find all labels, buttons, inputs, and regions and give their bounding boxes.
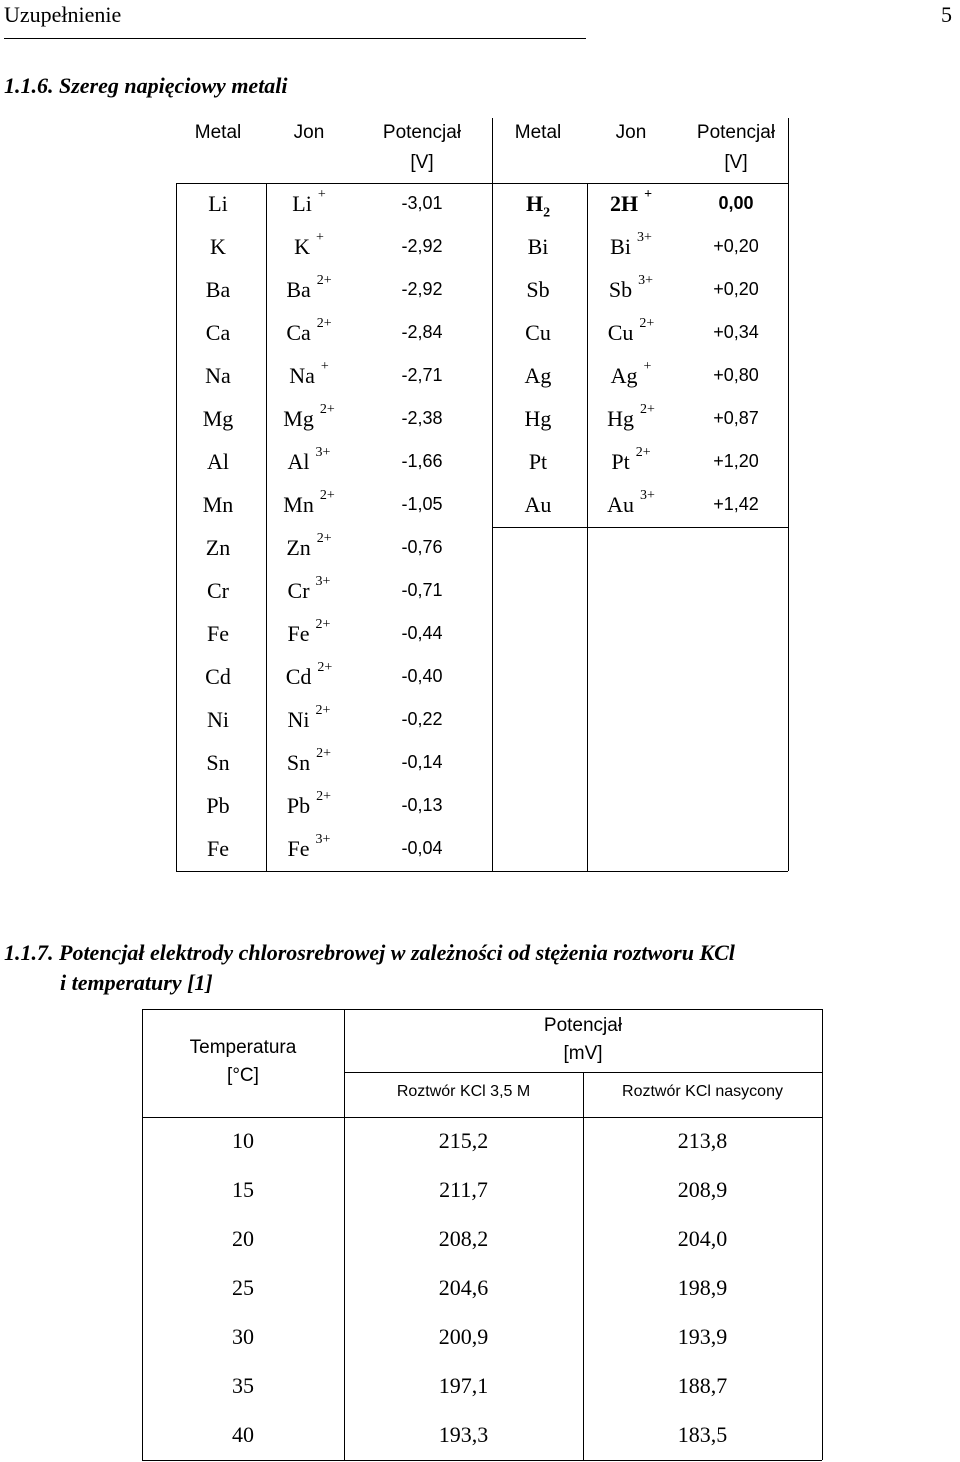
ion-cell: Mn $^{2+}$ [283,488,335,517]
metal-cell: Li [208,191,228,216]
potential-kcl-3-5m-cell: 193,3 [438,1422,489,1447]
temperature-cell: 25 [232,1275,254,1300]
running-header-title: Uzupełnienie [4,2,122,27]
potential-cell: +1,42 [713,494,759,514]
potential-cell: -2,92 [401,279,443,299]
potential-cell: +1,20 [713,451,759,471]
section-title-voltage-series: 1.1.6. Szereg napięciowy metali [4,73,288,98]
potential-kcl-3-5m-cell: 215,2 [438,1128,489,1153]
potential-cell: -3,01 [401,193,443,213]
potential-cell: -0,40 [401,666,443,686]
temperature-cell: 30 [232,1324,254,1349]
column-header: Potencjał [V] [696,122,776,173]
potential-kcl-3-5m-cell: 211,7 [439,1177,488,1202]
metal-cell: K [210,234,226,259]
potential-kcl-3-5m-cell: 208,2 [438,1226,489,1251]
column-header: Metal [194,122,242,143]
metal-cell: Pt [528,449,548,474]
ion-cell: Cd $^{2+}$ [285,660,333,689]
ion-cell: Cu $^{2+}$ [607,316,655,345]
potential-cell: -2,71 [401,365,443,385]
ion-cell: Ag + [610,359,652,388]
potential-kcl-saturated-cell: 183,5 [677,1422,728,1447]
table-header-rule [176,183,788,184]
metal-cell: Ca [205,320,231,345]
header-rule [4,38,586,39]
ion-cell: Li + [292,187,326,216]
potential-kcl-saturated-cell: 213,8 [677,1128,728,1153]
metal-cell: Mg [202,406,234,431]
metal-cell: Au [524,492,552,517]
table-border-right [822,1009,823,1460]
ion-cell: Pt $^{2+}$ [611,445,651,474]
potential-cell: -1,05 [401,494,443,514]
potential-cell: -0,04 [401,838,443,858]
ion-cell: Bi $^{3+}$ [610,230,652,259]
ion-cell: Fe $^{2+}$ [287,617,331,646]
potential-cell: +0,80 [713,365,759,385]
ion-cell: Zn $^{2+}$ [286,531,332,560]
temperature-cell: 35 [232,1373,254,1398]
metal-cell: Fe [207,621,229,646]
metal-cell: Al [207,449,229,474]
ion-cell: Hg $^{2+}$ [607,402,655,431]
ion-cell: Mg $^{2+}$ [283,402,335,431]
subheader-kcl-3-5m: Roztwór KCl 3,5 M [396,1083,531,1100]
column-header: Potencjał [V] [382,122,462,173]
potential-cell: -2,92 [401,236,443,256]
metal-cell: Fe [207,836,229,861]
metal-cell: Ni [207,707,229,732]
potential-cell: +0,87 [713,408,759,428]
potential-kcl-saturated-cell: 204,0 [677,1226,728,1251]
potential-cell: -0,76 [401,537,443,557]
metal-cell: $H_2$ [525,191,551,221]
temperature-cell: 15 [232,1177,254,1202]
potential-cell: 0,00 [718,193,754,213]
ion-cell: Sn $^{2+}$ [286,746,332,775]
temperature-cell: 20 [232,1226,254,1251]
subheader-kcl-saturated: Roztwór KCl nasycony [622,1083,783,1100]
metal-cell: Mn [202,492,234,517]
potential-cell: +0,34 [713,322,759,342]
potential-cell: -0,71 [401,580,443,600]
ion-cell: K + [294,230,324,259]
potential-cell: +0,20 [713,236,759,256]
potential-kcl-3-5m-cell: 204,6 [438,1275,489,1300]
potential-kcl-3-5m-cell: 197,1 [438,1373,489,1398]
metal-cell: Ba [205,277,231,302]
temperature-header: Temperatura [°C] [189,1037,297,1086]
potential-kcl-saturated-cell: 208,9 [677,1177,728,1202]
metal-cell: Sb [526,277,550,302]
metal-cell: Cr [207,578,229,603]
ion-cell: Al $^{3+}$ [287,445,331,474]
section-title-electrode-potential [4,938,735,998]
metal-cell: Zn [205,535,231,560]
table-border-bottom [492,871,788,872]
potential-kcl-3-5m-cell: 200,9 [438,1324,489,1349]
potential-cell: +0,20 [713,279,759,299]
potential-kcl-saturated-cell: 198,9 [677,1275,728,1300]
ion-cell: Au $^{3+}$ [607,488,655,517]
table-border-bottom [492,527,788,528]
potential-cell: -1,66 [401,451,443,471]
temperature-cell: 40 [232,1422,254,1447]
metal-cell: Sn [206,750,230,775]
table-header-rule [142,1117,822,1118]
potential-cell: -0,13 [401,795,443,815]
ion-cell: Ba $^{2+}$ [286,273,332,302]
metal-cell: Hg [524,406,552,431]
table-border-bottom [142,1460,822,1461]
ion-cell: Ca $^{2+}$ [286,316,332,345]
table-border-bottom [176,871,492,872]
metal-cell: Bi [527,234,549,259]
potential-cell: -0,44 [401,623,443,643]
potential-kcl-saturated-cell: 193,9 [677,1324,728,1349]
ion-cell: Fe $^{3+}$ [287,832,331,861]
metal-cell: Na [205,363,231,388]
temperature-cell: 10 [232,1128,254,1153]
potential-cell: -2,84 [401,322,443,342]
potential-header: Potencjał [mV] [543,1015,623,1064]
metal-cell: Pb [206,793,230,818]
potential-cell: -0,14 [401,752,443,772]
column-header: Jon [615,122,647,143]
table-border-top [142,1009,822,1010]
page-number: 5 [941,2,952,27]
potential-kcl-saturated-cell: 188,7 [677,1373,728,1398]
ion-cell: Na + [289,359,329,388]
metal-cell: Cd [205,664,231,689]
ion-cell: Sb $^{3+}$ [608,273,654,302]
potential-cell: -2,38 [401,408,443,428]
ion-cell: Pb $^{2+}$ [286,789,332,818]
metal-cell: Ag [524,363,552,388]
column-header: Jon [293,122,325,143]
ion-cell: Ni $^{2+}$ [287,703,331,732]
section-title-line-2: i temperatury [1] [60,970,213,995]
section-title-line-1: 1.1.7. Potencjał elektrody chlorosrebrowej w zależności od stężenia roztworu KCl [4,940,735,965]
potential-cell: -0,22 [401,709,443,729]
metal-cell: Cu [525,320,551,345]
ion-cell: 2H + [609,187,653,216]
ion-cell: Cr $^{3+}$ [287,574,331,603]
column-header: Metal [514,122,562,143]
